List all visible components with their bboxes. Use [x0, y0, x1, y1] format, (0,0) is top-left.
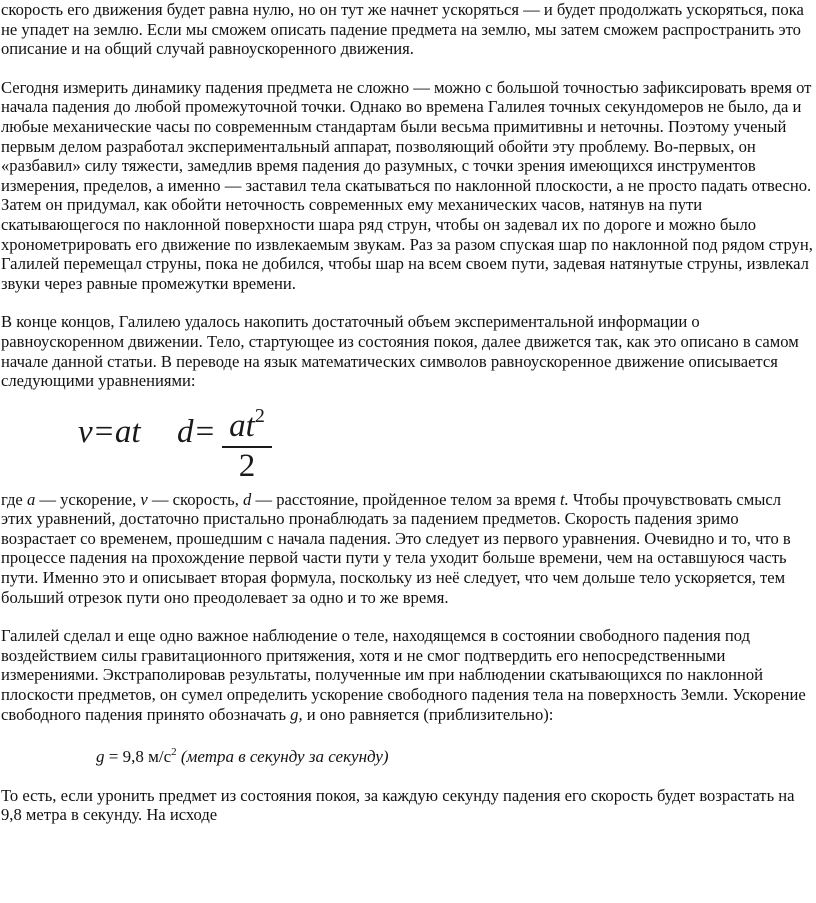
paragraph-conclusion: То есть, если уронить предмет из состояния покоя, за каждую секунду падения его скорость будет возрастать на 9,8 метра в секунду. На исходе — [1, 785, 795, 825]
distance-equation-lhs: d= — [177, 413, 216, 450]
paragraph-free-fall: Галилей сделал и еще одно важное наблюдение о теле, находящемся в состоянии свободного падения под воздействием силы гравитационного притяжения, хотя и не смог подтвердить его непосредственными измерениями. Экстраполировав результаты, полученные им при наблюдении скатывающихся по наклонной плоскости предметов, он сумел определить ускорение свободного падения тела на поверхность Земли. Ускорение свободного падения принято обозначать g, и оно равняется (приблизительно): — [1, 626, 806, 724]
motion-equations-formula — [1, 391, 813, 490]
fraction-numerator: $at^2$ — [229, 404, 265, 444]
distance-fraction — [222, 399, 272, 482]
fraction-denominator: 2 — [238, 447, 256, 484]
gravity-acceleration-formula: g = 9,8 $м/с^2$ (метра в секунду за секунду) — [96, 746, 389, 767]
paragraph-galileo-experiment: Сегодня измерить динамику падения предмета не сложно — можно с большой точностью зафиксировать время от начала падения до любой промежуточной точки. Однако во времена Галилея точных секундомеров не было, да и любые механические часы по современным стандартам были весьма примитивны и неточны. Поэтому ученый первым делом разработал экспериментальный аппарат, позволяющий обойти эту проблему. Во-первых, он «разбавил» силу тяжести, замедлив время падения до разумных, с точки зрения имеющихся инструментов измерения, пределов, а именно — заставил тела скатываться по наклонной плоскости, а не просто падать отвесно. Затем он придумал, как обойти неточность современных ему механических часов, натянув на пути скатывающегося по наклонной поверхности шара ряд струн, чтобы он задевал их по дороге и можно было хронометрировать его движение по извлекаемым звукам. Раз за разом спуская шар по наклонной под рядом струн, Галилей перемещал струны, пока не добился, чтобы шар на всем своем пути, задевая натянутые струны, извлекал звуки через равные промежутки времени. — [1, 77, 813, 293]
velocity-equation: v=at — [78, 413, 141, 450]
paragraph-intro: скорость его движения будет равна нулю, но он тут же начнет ускоряться — и будет продолжать ускоряться, пока не упадет на землю. Если мы сможем описать падение предмета на землю, мы затем сможем распространить это описание и на общий случай равноускоренного движения. — [1, 0, 804, 59]
paragraph-variables-explained: где a — ускорение, v — скорость, d — расстояние, пройденное телом за время t. Чтобы прочувствовать смысл этих уравнений, достаточно пристально пронаблюдать за падением предметов. Скорость падения зримо возрастает со временем, прошедшим с начала падения. Это следует из первого уравнения. Очевидно и то, что в процессе падения на прохождение первой части пути у тела уходит больше времени, чем на оставшуюся часть пути. Именно это и описывает вторая формула, поскольку из неё следует, что чем дольше тело ускоряется, тем больший отрезок пути оно преодолевает за одно и то же время. — [1, 489, 791, 607]
paragraph-accumulated-data: В конце концов, Галилею удалось накопить достаточный объем экспериментальной информации о равноускоренном движении. Тело, стартующее из состояния покоя, далее движется так, как это описано в самом начале данной статьи. В переводе на язык математических символов равноускоренное движение описывается следующими уравнениями: — [1, 312, 799, 391]
